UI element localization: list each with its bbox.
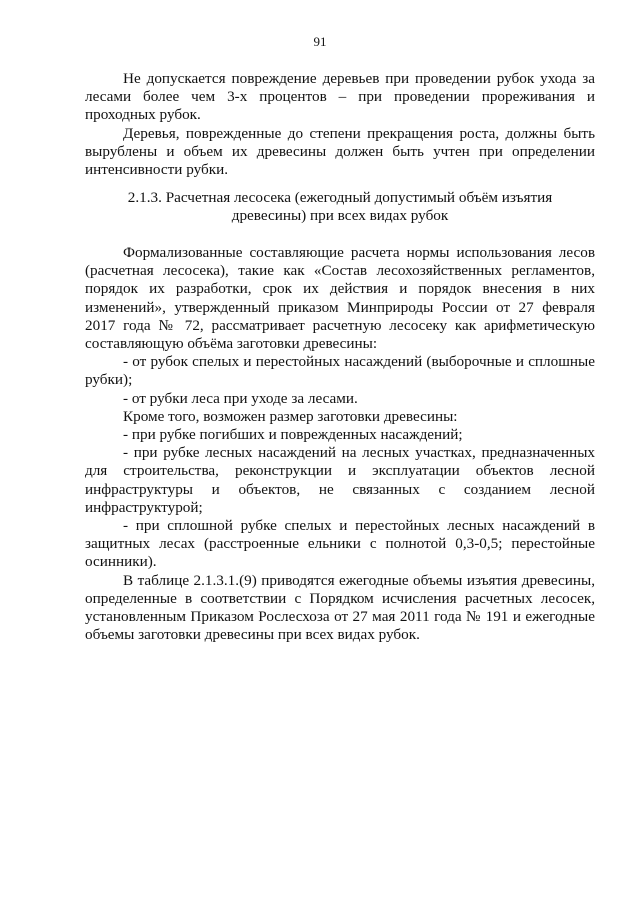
paragraph: Не допускается повреждение деревьев при проведении рубок ухода за лесами более чем 3-х процентов – при проведении прореживания и проходных рубок. [85,70,595,124]
list-item: - при сплошной рубке спелых и перестойных лесных насаждений в защитных лесах (расстроенные ельники с полнотой 0,3-0,5; перестойные осинники). [85,517,595,571]
paragraph: Деревья, поврежденные до степени прекращения роста, должны быть вырублены и объем их древесины должен быть учтен при определении интенсивности рубки. [85,124,595,179]
paragraph: В таблице 2.1.3.1.(9) приводятся ежегодные объемы изъятия древесины, определенные в соответствии с Порядком исчисления расчетных лесосек, установленным Приказом Рослесхоза от 27 мая 2011 года № 191 и ежегодные объемы заготовки древесины при всех видах рубок. [85,571,595,644]
paragraph: Формализованные составляющие расчета нормы использования лесов (расчетная лесосека), такие как «Состав лесохозяйственных регламентов, порядок их разработки, срок их действия и порядок внесения в них изменений», утвержденный приказом Минприроды России от 27 февраля 2017 года № 72, рассматривает расчетную лесосеку как арифметическую составляющую объёма заготовки древесины: [85,244,595,353]
section-heading-line-2: древесины) при всех видах рубок [231,207,449,225]
section-heading [85,189,595,225]
list-item: - от рубок спелых и перестойных насаждений (выборочные и сплошные рубки); [85,353,595,389]
list-item: - при рубке лесных насаждений на лесных участках, предназначенных для строительства, реконструкции и эксплуатации объектов лесной инфраструктуры и объектов, не связанных с созданием лесной инфраструктурой; [85,444,595,516]
list-item: - при рубке погибших и поврежденных насаждений; [123,426,463,444]
intro-text-block [85,70,595,179]
section-heading-line-1: 2.1.3. Расчетная лесосека (ежегодный допустимый объём изъятия [127,189,553,206]
list-item: - от рубки леса при уходе за лесами. [123,389,358,407]
page-number: 91 [313,34,327,49]
paragraph: Кроме того, возможен размер заготовки древесины: [123,407,458,425]
body-text-block [85,244,595,644]
